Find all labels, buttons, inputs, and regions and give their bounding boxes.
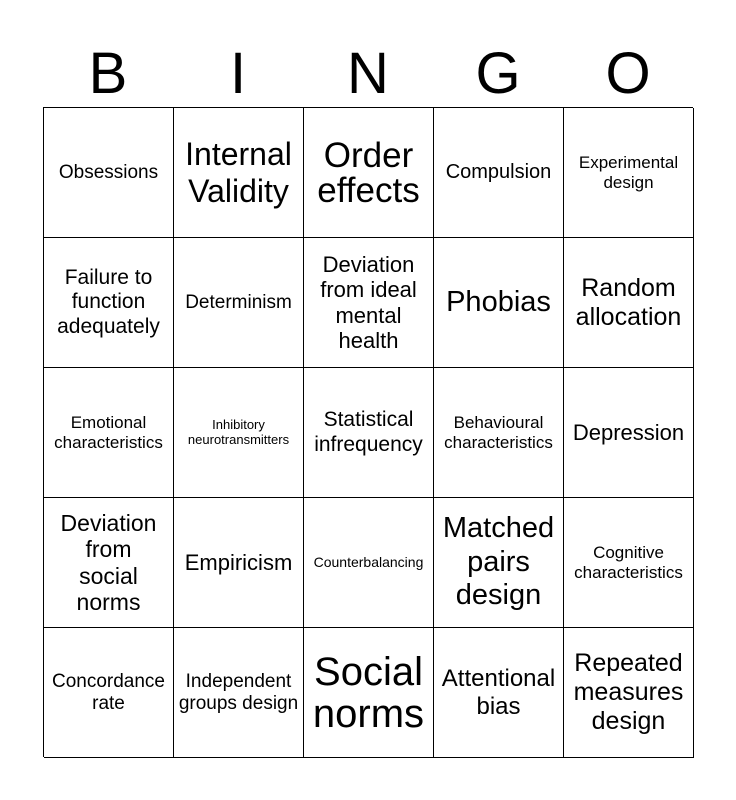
cell-text: Compulsion xyxy=(445,161,552,183)
header-letter-b: B xyxy=(88,41,128,106)
bingo-cell[interactable] xyxy=(174,238,304,368)
cell-text: Determinism xyxy=(185,291,292,313)
cell-text: Failure to function adequately xyxy=(57,266,160,338)
bingo-header xyxy=(43,40,693,108)
bingo-cell[interactable] xyxy=(564,238,694,368)
bingo-cell[interactable] xyxy=(434,108,564,238)
cell-text: Order effects xyxy=(317,135,420,210)
bingo-cell[interactable] xyxy=(44,628,174,758)
cell-text: Obsessions xyxy=(58,161,159,183)
bingo-cell[interactable] xyxy=(304,498,434,628)
cell-text: Internal Validity xyxy=(185,135,292,209)
bingo-cell[interactable] xyxy=(174,108,304,238)
cell-text: Concordance rate xyxy=(51,670,166,714)
cell-text: Statistical infrequency xyxy=(314,408,423,456)
cell-text: Empiricism xyxy=(184,549,293,575)
bingo-cell[interactable] xyxy=(44,368,174,498)
cell-text: Matched pairs design xyxy=(442,512,555,612)
bingo-cell[interactable] xyxy=(174,628,304,758)
bingo-cell[interactable] xyxy=(174,368,304,498)
cell-text: Emotional characteristics xyxy=(54,412,163,452)
cell-text: Behavioural characteristics xyxy=(444,412,553,452)
bingo-cell[interactable] xyxy=(434,368,564,498)
bingo-cell[interactable] xyxy=(174,498,304,628)
cell-text: Inhibitory neurotransmitters xyxy=(187,416,290,447)
bingo-cell[interactable] xyxy=(564,498,694,628)
cell-text: Repeated measures design xyxy=(573,649,684,735)
header-letter-n: N xyxy=(347,41,389,106)
bingo-cell[interactable] xyxy=(44,238,174,368)
bingo-cell[interactable] xyxy=(304,238,434,368)
bingo-cell[interactable] xyxy=(304,108,434,238)
cell-text: Social norms xyxy=(312,649,425,736)
cell-text: Counterbalancing xyxy=(313,554,424,571)
bingo-cell[interactable] xyxy=(564,368,694,498)
bingo-board xyxy=(43,107,693,757)
cell-text: Depression xyxy=(572,419,685,445)
bingo-cell[interactable] xyxy=(44,498,174,628)
cell-text: Cognitive characteristics xyxy=(574,542,683,582)
bingo-cell[interactable] xyxy=(434,498,564,628)
bingo-cell[interactable] xyxy=(304,368,434,498)
cell-text: Deviation from ideal mental health xyxy=(320,251,417,353)
bingo-cell[interactable] xyxy=(434,238,564,368)
bingo-cell[interactable] xyxy=(564,108,694,238)
header-letter-i: I xyxy=(229,41,247,106)
header-letter-o: O xyxy=(605,41,651,106)
bingo-cell[interactable] xyxy=(304,628,434,758)
cell-text: Random allocation xyxy=(575,273,682,331)
header-letter-g: G xyxy=(475,41,521,106)
bingo-cell[interactable] xyxy=(44,108,174,238)
cell-text: Phobias xyxy=(446,285,551,318)
cell-text: Attentional bias xyxy=(441,664,556,720)
cell-text: Deviation from social norms xyxy=(60,509,157,615)
cell-text: Independent groups design xyxy=(178,670,299,714)
cell-text: Experimental design xyxy=(578,152,679,192)
bingo-cell[interactable] xyxy=(434,628,564,758)
bingo-cell[interactable] xyxy=(564,628,694,758)
